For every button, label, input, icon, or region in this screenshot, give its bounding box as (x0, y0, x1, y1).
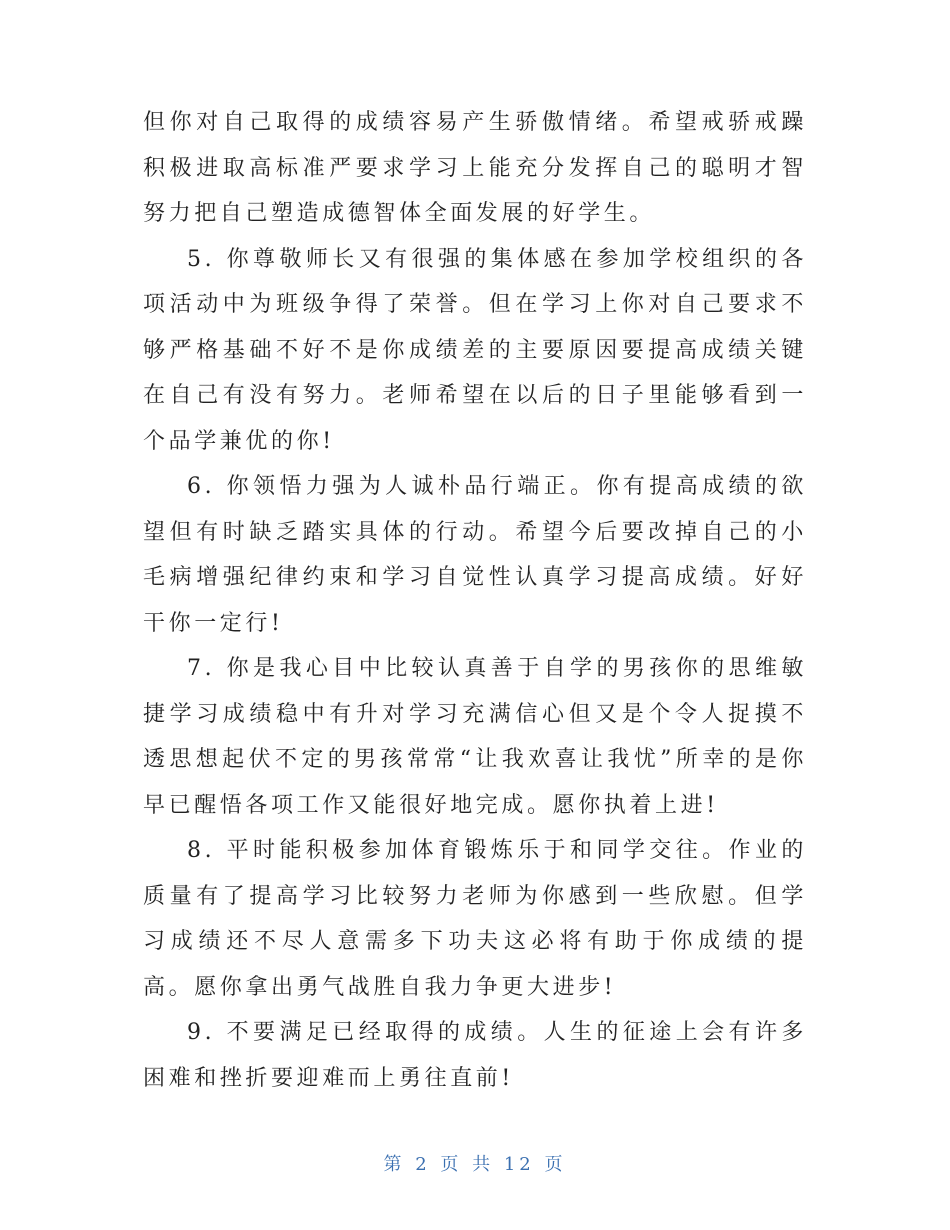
document-body (143, 100, 807, 1101)
paragraph-item-7: 7. 你是我心目中比较认真善于自学的男孩你的思维敏捷学习成绩稳中有升对学习充满信心但又是个令人捉摸不透思想起伏不定的男孩常常“让我欢喜让我忧”所幸的是你早已醒悟各项工作又能很好地完成。愿你执着上进! (143, 656, 807, 818)
paragraph-continuation: 但你对自己取得的成绩容易产生骄傲情绪。希望戒骄戒躁积极进取高标准严要求学习上能充分发挥自己的聪明才智努力把自己塑造成德智体全面发展的好学生。 (143, 110, 807, 226)
paragraph-item-5: 5. 你尊敬师长又有很强的集体感在参加学校组织的各项活动中为班级争得了荣誉。但在学习上你对自己要求不够严格基础不好不是你成绩差的主要原因要提高成绩关键在自己有没有努力。老师希望在以后的日子里能够看到一个品学兼优的你! (143, 246, 807, 454)
page-number-footer: 第 2 页 共 12 页 (383, 1154, 567, 1175)
paragraph-item-6: 6. 你领悟力强为人诚朴品行端正。你有提高成绩的欲望但有时缺乏踏实具体的行动。希望今后要改掉自己的小毛病增强纪律约束和学习自觉性认真学习提高成绩。好好干你一定行! (143, 474, 807, 636)
paragraph-item-8: 8. 平时能积极参加体育锻炼乐于和同学交往。作业的质量有了提高学习比较努力老师为你感到一些欣慰。但学习成绩还不尽人意需多下功夫这必将有助于你成绩的提高。愿你拿出勇气战胜自我力争更大进步! (143, 838, 807, 1000)
paragraph-item-9: 9. 不要满足已经取得的成绩。人生的征途上会有许多困难和挫折要迎难而上勇往直前! (143, 1020, 807, 1091)
